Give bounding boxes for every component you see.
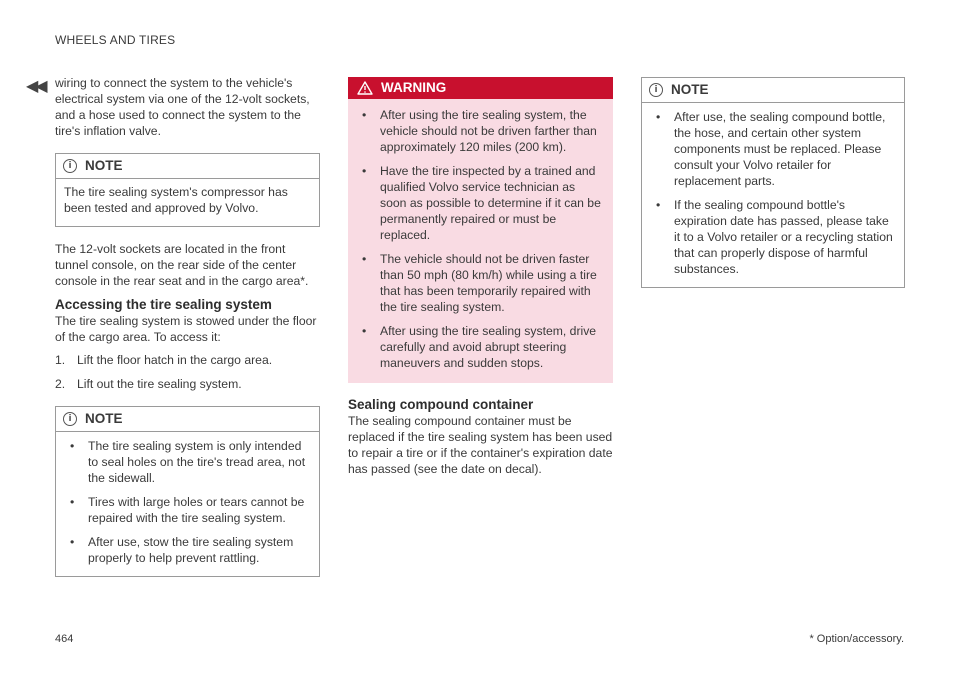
footnote: * Option/accessory. [809, 633, 904, 645]
note-box-usage [55, 406, 320, 577]
warning-bullet: • Have the tire inspected by a trained and qualified Volvo service technician as soon as possible to determine if it can be permanently repaired or must be replaced. [356, 163, 603, 243]
note-title: NOTE [85, 158, 123, 173]
note-box-compressor [55, 153, 320, 227]
section-heading-access: Accessing the tire sealing system [55, 297, 272, 312]
step-number: 2. [55, 377, 66, 391]
step-item [55, 352, 320, 368]
note-header [642, 78, 904, 103]
warning-header [348, 77, 613, 99]
sockets-paragraph: The 12-volt sockets are located in the front tunnel console, on the rear side of the center console in the rear seat and in the cargo area*. [55, 242, 309, 288]
warning-bullet: • The vehicle should not be driven faster than 50 mph (80 km/h) while using a tire that has been temporarily repaired with the tire sealing system. [356, 251, 603, 315]
note-bullet: • After use, the sealing compound bottle, the hose, and certain other system components must be replaced. Please consult your Volvo retailer for replacement parts. [650, 109, 894, 189]
step-number: 1. [55, 353, 66, 367]
note-header [56, 407, 319, 432]
note-box-replacement [641, 77, 905, 288]
step-text: Lift out the tire sealing system. [77, 377, 242, 391]
step-text: Lift the floor hatch in the cargo area. [77, 353, 273, 367]
column-1 [55, 75, 320, 577]
page-number: 464 [55, 633, 74, 645]
note-title: NOTE [85, 411, 123, 426]
container-paragraph: The sealing compound container must be replaced if the tire sealing system has been used to repair a tire or if the container's expiration date has passed (see the date on decal). [348, 414, 613, 476]
warning-bullet: • After using the tire sealing system, the vehicle should not be driven farther than approximately 120 miles (200 km). [356, 107, 603, 155]
info-icon: i [649, 83, 663, 97]
note-text: The tire sealing system's compressor has been tested and approved by Volvo. [64, 185, 288, 215]
note-title: NOTE [671, 82, 709, 97]
column-3 [641, 77, 905, 288]
warning-triangle-icon [357, 81, 373, 95]
warning-bullet: • After using the tire sealing system, drive carefully and avoid abrupt steering maneuvers and sudden stops. [356, 323, 603, 371]
note-bullet: • Tires with large holes or tears cannot be repaired with the tire sealing system. [64, 494, 309, 526]
section-heading-container: Sealing compound container [348, 397, 534, 412]
access-paragraph: The tire sealing system is stowed under the floor of the cargo area. To access it: [55, 314, 317, 344]
note-header [56, 154, 319, 179]
note-bullet: • The tire sealing system is only intended to seal holes on the tire's tread area, not the sidewall. [64, 438, 309, 486]
section-title: WHEELS AND TIRES [55, 33, 176, 47]
steps-list [55, 352, 320, 392]
note-bullet: • If the sealing compound bottle's expiration date has passed, please take it to a Volvo retailer or a recycling station that can properly dispose of harmful substances. [650, 197, 894, 277]
step-item [55, 376, 320, 392]
warning-title: WARNING [381, 80, 447, 95]
info-icon: i [63, 412, 77, 426]
info-icon: i [63, 159, 77, 173]
note-bullet: • After use, stow the tire sealing system properly to help prevent rattling. [64, 534, 309, 566]
intro-paragraph: wiring to connect the system to the vehicle's electrical system via one of the 12-volt sockets, and a hose used to connect the system to the tire's inflation valve. [55, 76, 310, 138]
back-arrows-icon[interactable]: ◀◀ [26, 78, 45, 95]
warning-box [348, 77, 613, 383]
column-2 [348, 77, 613, 477]
